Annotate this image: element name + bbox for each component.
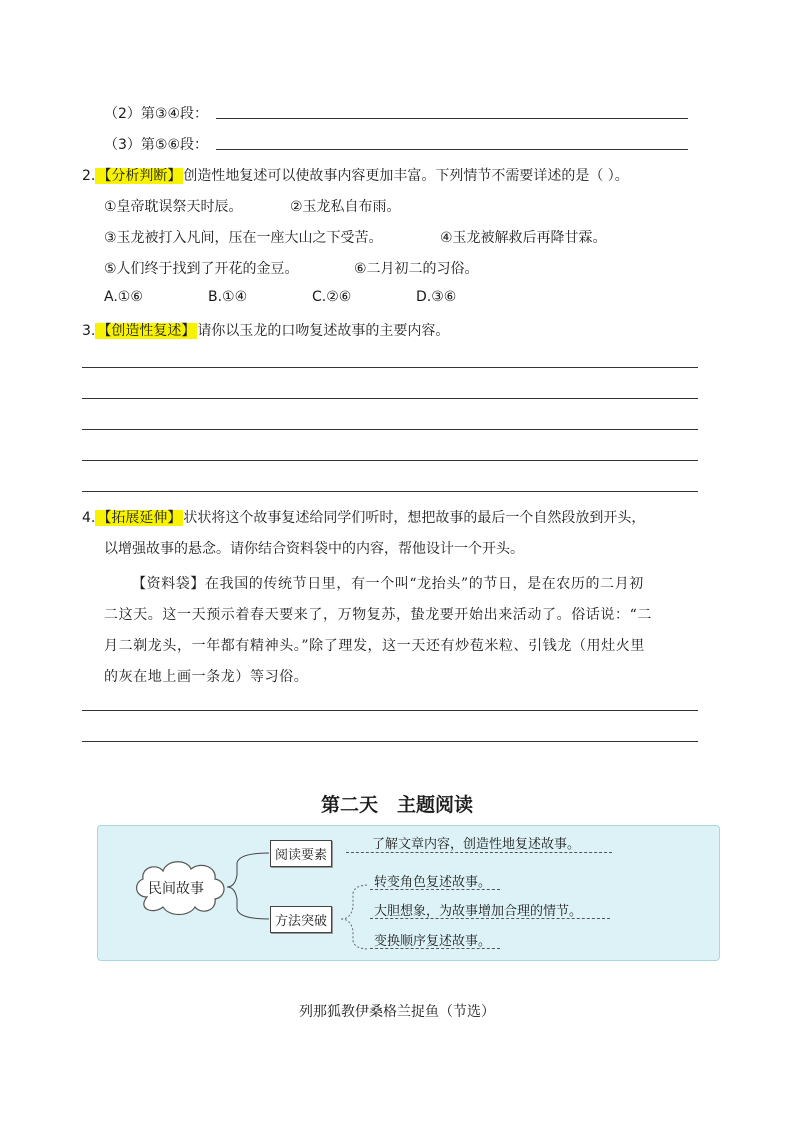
question-4-text-line2: 以增强故事的悬念。请你结合资料袋中的内容，帮他设计一个开头。 bbox=[104, 541, 524, 557]
q4-answer-line[interactable] bbox=[82, 710, 698, 711]
mindmap-center-label: 民间故事 bbox=[148, 881, 204, 897]
source-line-2: 二这天。这一天预示着春天要来了，万物复苏，蛰龙要开始出来活动了。俗话说：“二 bbox=[104, 607, 652, 623]
question-4-text-line1: 状状将这个故事复述给同学们听时，想把故事的最后一个自然段放到开头， bbox=[183, 510, 646, 526]
q2-item-6: ⑥二月初二的习俗。 bbox=[354, 261, 479, 277]
dashed-line bbox=[346, 852, 612, 853]
question-4-tag: 【拓展延伸】 bbox=[97, 510, 182, 526]
q2-item-3: ③玉龙被打入凡间，压在一座大山之下受苦。 bbox=[104, 230, 383, 246]
question-3 bbox=[82, 320, 449, 340]
q2-option-b[interactable]: B.①④ bbox=[208, 289, 248, 305]
question-2-tag: 【分析判断】 bbox=[97, 168, 182, 184]
dashed-line bbox=[370, 918, 610, 919]
q2-item-2: ②玉龙私自布雨。 bbox=[290, 199, 401, 215]
q1-part-2-answer-line[interactable] bbox=[216, 118, 688, 119]
question-2 bbox=[82, 165, 629, 185]
source-line-4: 的灰在地上画一条龙）等习俗。 bbox=[104, 669, 309, 685]
q2-option-c[interactable]: C.②⑥ bbox=[312, 289, 352, 305]
q1-part-2-label: （2）第③④段： bbox=[104, 106, 209, 122]
source-line-3: 月二剃龙头，一年都有精神头。”除了理发，这一天还有炒苞米粒、引钱龙（用灶火里 bbox=[104, 638, 645, 654]
q4-answer-line[interactable] bbox=[82, 741, 698, 742]
mindmap-method-item-3: 变换顺序复述故事。 bbox=[374, 934, 492, 949]
q3-answer-line[interactable] bbox=[82, 367, 698, 368]
section-title: 第二天 主题阅读 bbox=[320, 794, 473, 816]
q3-answer-line[interactable] bbox=[82, 460, 698, 461]
q2-item-4: ④玉龙被解救后再降甘霖。 bbox=[440, 230, 607, 246]
question-4-number: 4. bbox=[82, 510, 96, 526]
dashed-line bbox=[370, 889, 500, 890]
q2-item-1: ①皇帝耽误祭天时辰。 bbox=[104, 199, 243, 215]
mindmap-method-item-1: 转变角色复述故事。 bbox=[374, 875, 492, 890]
mindmap-branch-reading: 阅读要素 bbox=[270, 840, 332, 867]
q1-part-3-answer-line[interactable] bbox=[216, 149, 688, 150]
question-3-tag: 【创造性复述】 bbox=[97, 323, 196, 339]
question-4 bbox=[82, 507, 645, 527]
question-3-text: 请你以玉龙的口吻复述故事的主要内容。 bbox=[197, 323, 450, 339]
q3-answer-line[interactable] bbox=[82, 491, 698, 492]
q2-option-d[interactable]: D.③⑥ bbox=[416, 289, 457, 305]
q2-option-a[interactable]: A.①⑥ bbox=[104, 289, 143, 305]
question-2-text: 创造性地复述可以使故事内容更加丰富。下列情节不需要详述的是（ ）。 bbox=[183, 168, 629, 184]
dashed-line bbox=[370, 948, 500, 949]
mindmap-branch-method: 方法突破 bbox=[270, 906, 332, 933]
q3-answer-line[interactable] bbox=[82, 429, 698, 430]
question-3-number: 3. bbox=[82, 323, 96, 339]
mindmap-reading-item: 了解文章内容，创造性地复述故事。 bbox=[372, 837, 581, 852]
q1-part-3-label: （3）第⑤⑥段： bbox=[104, 137, 209, 153]
source-line-1: 【资料袋】在我国的传统节日里，有一个叫“龙抬头”的节日，是在农历的二月初 bbox=[132, 576, 644, 592]
question-2-number: 2. bbox=[82, 168, 96, 184]
q3-answer-line[interactable] bbox=[82, 398, 698, 399]
q2-item-5: ⑤人们终于找到了开花的金豆。 bbox=[104, 261, 299, 277]
mindmap-method-item-2: 大胆想象，为故事增加合理的情节。 bbox=[374, 904, 583, 919]
article-title: 列那狐教伊桑格兰捉鱼（节选） bbox=[299, 1004, 495, 1020]
